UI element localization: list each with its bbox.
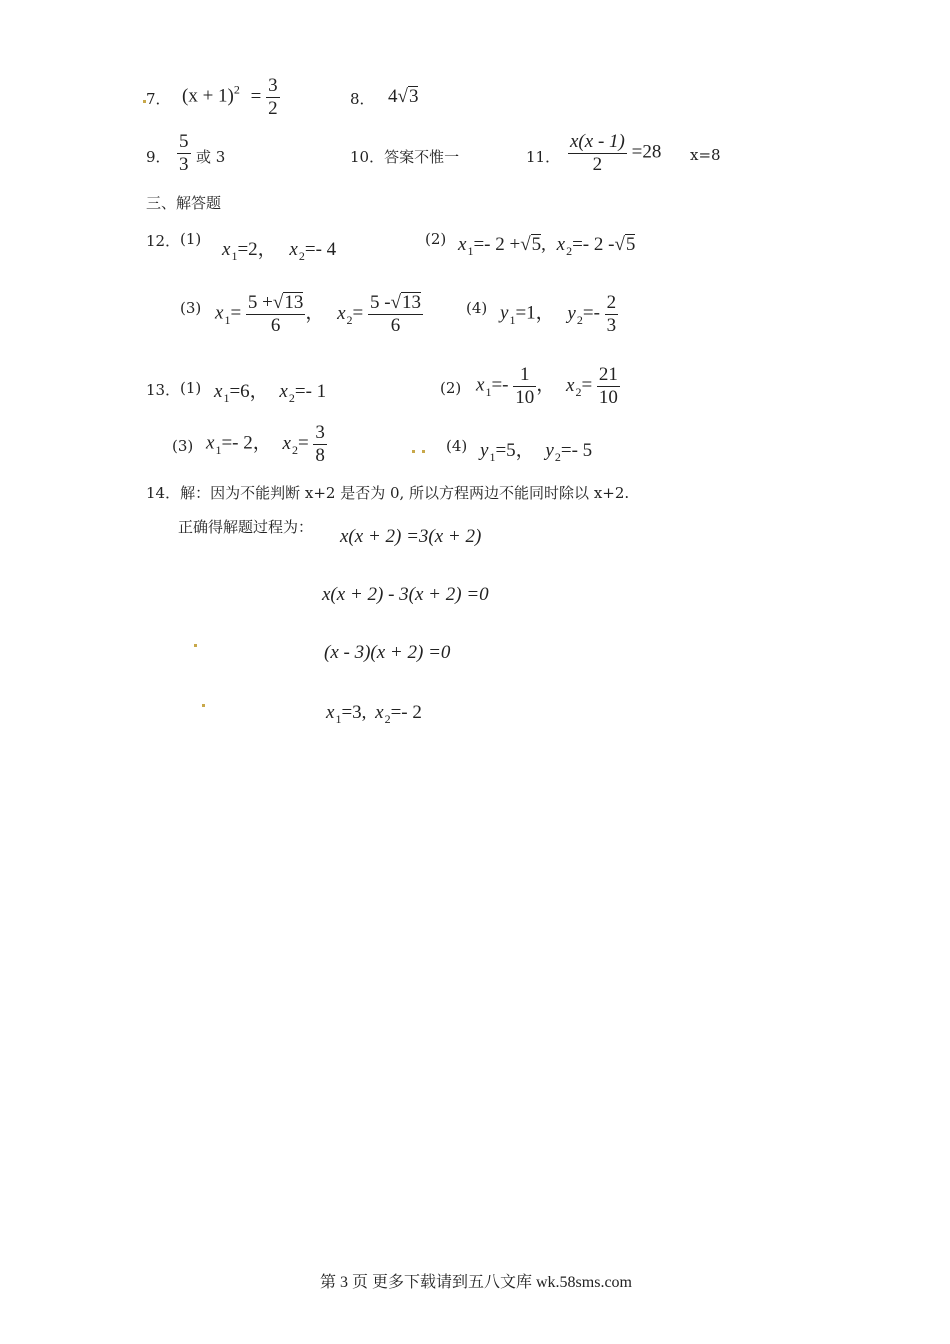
q14-step1: x(x + 2) =3(x + 2) [340,526,482,547]
q13-part2-tag: (2) [440,379,462,397]
section-title: 三、解答题 [146,194,222,212]
q13-part1-answer: $x_1=6$， $x_2=-$ 1 [214,381,327,405]
q13-part3-tag: (3) [172,437,194,455]
q14-intro: 正确得解题过程为： [178,518,314,536]
q13-part4-answer: $y_1=5$， $y_2=-$ 5 [480,440,593,464]
q12-part3-answer: $x_1=$ $\frac{5 +√13}{6}$ ， $x_2=$ $\frac{5 -√13}{6}$ [215,292,421,336]
q12-part3-tag: (3) [180,299,202,317]
q10-label: 10．答案不惟一 [350,148,460,166]
decorative-dot [412,450,415,453]
q14-label: 14．解：因为不能判断 x+2 是否为 0, 所以方程两边不能同时除以 x+2. [146,484,630,502]
q13-label: 13． [146,381,181,399]
decorative-dot [194,644,197,647]
q7-equation: $(x + 1)^2$ = $\frac{3}{2}$ [182,75,278,119]
q7-label: 7． [146,90,171,108]
q9-rest: 或 3 [196,148,226,166]
q9-label: 9． [146,148,171,166]
q9-answer: $\frac{5}{3}$ [179,131,189,175]
q12-part4-tag: (4) [466,299,488,317]
q8-answer: 4√3 [388,86,419,107]
q12-part1-answer: $x_1=2$， $x_2=-$ 4 [222,239,337,263]
decorative-dot [202,704,205,707]
q14-step3: (x - 3)(x + 2) =0 [324,642,451,663]
q12-part2-tag: (2) [425,230,447,248]
q14-step4: $x_1=3$, $x_2=-$ 2 [326,702,422,726]
q13-part4-tag: (4) [446,437,468,455]
q11-label: 11． [526,148,561,166]
q12-part4-answer: $y_1=1$， $y_2=-$ $\frac{2}{3}$ [500,292,617,336]
q12-label: 12． [146,232,181,250]
q13-part2-answer: $x_1=-$ $\frac{1}{10}$ ， $x_2=$ $\frac{21}{10}$ [476,364,618,408]
q14-step2: x(x + 2) - 3(x + 2) =0 [322,584,489,605]
decorative-dot [422,450,425,453]
q11-note: x=8 [690,146,721,164]
q11-equation: $\frac{x(x - 1)}{2}$ =28 [570,131,662,175]
q13-part3-answer: $x_1=-$ 2， $x_2=$ $\frac{3}{8}$ [206,422,325,466]
q13-part1-tag: (1) [180,379,202,397]
page-footer: 第 3 页 更多下载请到五八文库 wk.58sms.com [320,1274,633,1291]
q8-label: 8． [350,90,375,108]
q12-part2-answer: $x_1=-$ 2 +√5, $x_2=-$ 2 -√5 [458,234,636,258]
q12-part1-tag: (1) [180,230,202,248]
